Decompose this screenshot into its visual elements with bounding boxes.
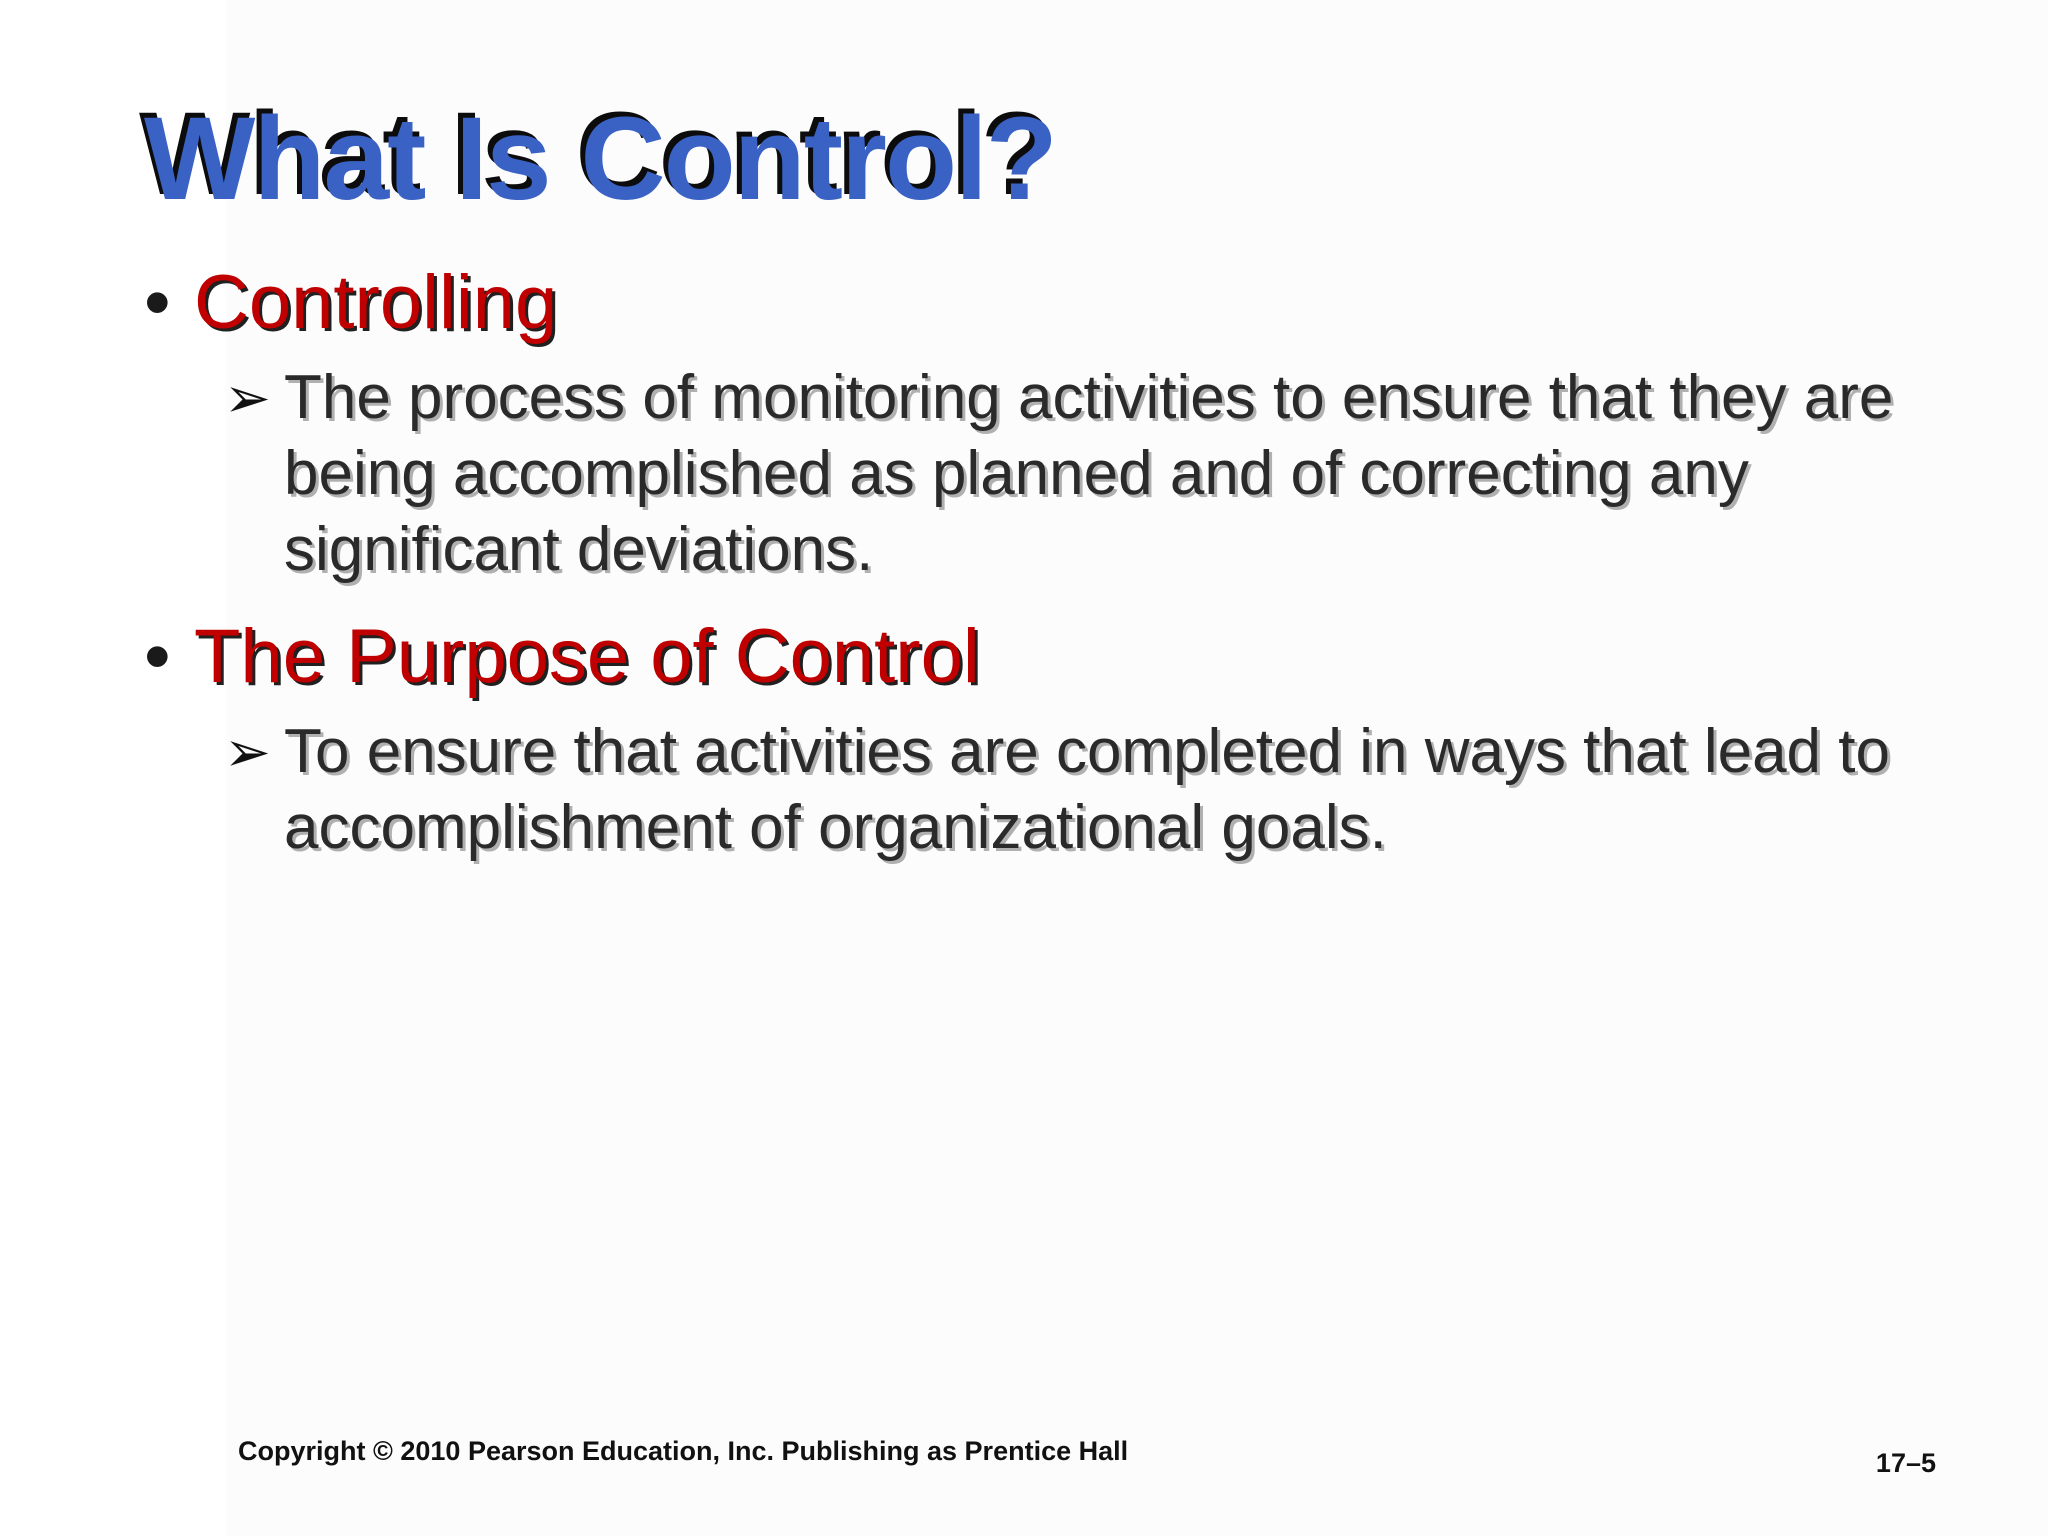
bullet-heading: Controlling [194, 260, 558, 345]
bullet-dot-icon: • [144, 614, 171, 699]
bullet-heading: The Purpose of Control [194, 614, 980, 699]
page-number: 17–5 [1875, 1448, 1936, 1478]
sub-bullet-text: The process of monitoring activities to ensure that they are being accomplished as planned and of correcting any significant deviations. [284, 363, 1894, 584]
bullet-purpose [144, 612, 980, 702]
bullet-dot-icon: • [144, 260, 171, 345]
copyright-footer: Copyright © 2010 Pearson Education, Inc. Publishing as Prentice Hall [238, 1436, 1129, 1466]
sub-bullet-text: To ensure that activities are completed in ways that lead to accomplishment of organizational goals. [284, 717, 1890, 862]
bullet-controlling [144, 258, 557, 348]
slide-title: What Is Control? [144, 93, 1056, 225]
sub-bullet-controlling [224, 360, 1924, 588]
arrow-bullet-icon: ➢ [224, 720, 271, 783]
sub-bullet-purpose [224, 714, 1924, 866]
arrow-bullet-icon: ➢ [224, 366, 271, 429]
